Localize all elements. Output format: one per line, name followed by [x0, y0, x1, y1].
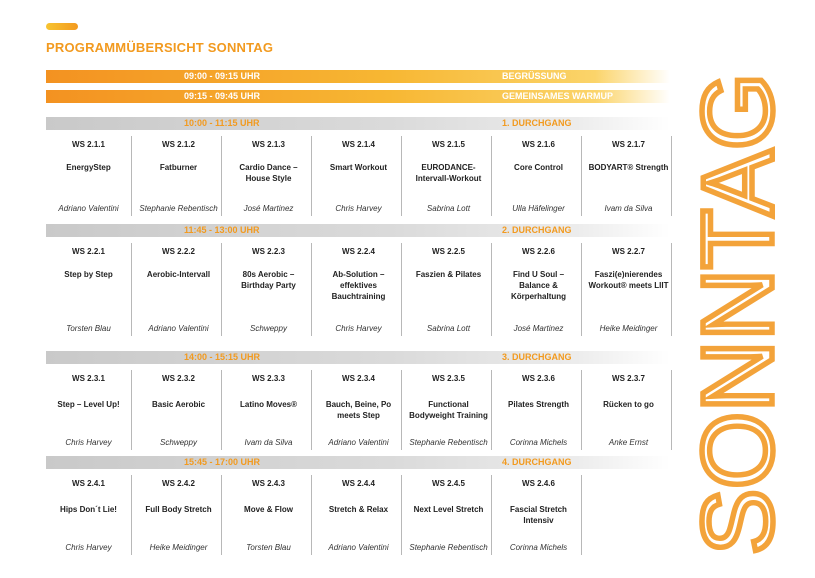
- workshop-name: Fatburner: [159, 163, 198, 172]
- workshop-card: [226, 475, 312, 555]
- band-time: 09:15 - 09:45 UHR: [184, 91, 261, 101]
- workshop-code: WS 2.2.1: [72, 247, 105, 256]
- workshop-trainer: José Martinez: [513, 324, 564, 333]
- workshop-card: [226, 243, 312, 336]
- workshop-card: [46, 370, 132, 450]
- workshop-name: EnergyStep: [66, 163, 111, 172]
- workshop-card: [496, 136, 582, 216]
- workshop-card: [316, 243, 402, 336]
- workshop-trainer: Stephanie Rebentisch: [409, 438, 488, 447]
- workshop-card: [316, 370, 402, 450]
- workshop-card: [406, 136, 492, 216]
- session-time: 14:00 - 15:15 UHR: [184, 352, 261, 362]
- workshop-card: [496, 243, 582, 336]
- workshop-trainer: Corinna Michels: [509, 438, 568, 447]
- workshop-trainer: Sabrina Lott: [426, 324, 471, 333]
- workshop-trainer: Heike Meidinger: [599, 324, 658, 333]
- workshop-name: Functional Bodyweight Training: [409, 400, 488, 420]
- workshop-trainer: Chris Harvey: [65, 543, 112, 552]
- workshop-card: [406, 475, 492, 555]
- workshop-card: [46, 136, 132, 216]
- workshop-card: [46, 243, 132, 336]
- workshop-name: Move & Flow: [244, 505, 293, 514]
- workshop-trainer: Corinna Michels: [509, 543, 568, 552]
- workshop-code: WS 2.3.1: [72, 374, 105, 383]
- workshop-code: WS 2.3.6: [522, 374, 555, 383]
- workshop-card: [226, 370, 312, 450]
- title-accent-bar: [46, 23, 78, 30]
- workshop-card: [46, 475, 132, 555]
- session-label: 1. DURCHGANG: [502, 118, 572, 128]
- session-time: 11:45 - 13:00 UHR: [184, 225, 260, 235]
- workshop-code: WS 2.3.7: [612, 374, 645, 383]
- workshop-code: WS 2.2.7: [612, 247, 645, 256]
- workshop-trainer: Adriano Valentini: [328, 438, 389, 447]
- workshop-card: [406, 243, 492, 336]
- workshop-card: [316, 475, 402, 555]
- workshop-code: WS 2.1.7: [612, 140, 645, 149]
- workshop-card: [496, 475, 582, 555]
- session-band: [46, 456, 670, 469]
- workshop-name: Smart Workout: [329, 163, 388, 172]
- workshop-code: WS 2.1.4: [342, 140, 375, 149]
- workshop-card: [136, 370, 222, 450]
- workshop-card: [316, 136, 402, 216]
- session-label: 2. DURCHGANG: [502, 225, 572, 235]
- workshop-code: WS 2.2.6: [522, 247, 555, 256]
- session-band: [46, 351, 670, 364]
- workshop-card: [586, 243, 672, 336]
- band-time: 09:00 - 09:15 UHR: [184, 71, 261, 81]
- workshop-trainer: Torsten Blau: [246, 543, 291, 552]
- workshop-code: WS 2.4.6: [522, 479, 555, 488]
- workshop-code: WS 2.4.4: [342, 479, 375, 488]
- workshop-name: Step – Level Up!: [57, 400, 120, 409]
- workshop-name: Pilates Strength: [508, 400, 569, 409]
- workshop-name: BODYART® Strength: [588, 163, 669, 172]
- workshop-trainer: Adriano Valentini: [328, 543, 389, 552]
- side-word-graphic: [682, 67, 794, 558]
- workshop-code: WS 2.4.2: [162, 479, 195, 488]
- workshop-card: [136, 243, 222, 336]
- workshop-name: Basic Aerobic: [151, 400, 206, 409]
- workshop-card: [226, 136, 312, 216]
- workshop-code: WS 2.4.3: [252, 479, 285, 488]
- intro-band-welcome: [46, 70, 670, 83]
- page-title: PROGRAMMÜBERSICHT SONNTAG: [46, 40, 274, 55]
- workshop-name: Ab-Solution – effektives Bauchtraining: [331, 270, 386, 301]
- workshop-name: 80s Aerobic – Birthday Party: [241, 270, 296, 290]
- workshop-card: [136, 136, 222, 216]
- workshop-name: Next Level Stretch: [413, 505, 484, 514]
- workshop-trainer: Chris Harvey: [335, 204, 382, 213]
- session-band: [46, 224, 670, 237]
- workshop-trainer: Adriano Valentini: [58, 204, 119, 213]
- workshop-trainer: Sabrina Lott: [426, 204, 471, 213]
- session-label: 3. DURCHGANG: [502, 352, 572, 362]
- workshop-name: Aerobic-Intervall: [146, 270, 211, 279]
- workshop-trainer: Schweppy: [250, 324, 287, 333]
- workshop-code: WS 2.2.3: [252, 247, 285, 256]
- workshop-name: Latino Moves®: [239, 400, 297, 409]
- workshop-card: [136, 475, 222, 555]
- workshop-name: Step by Step: [64, 270, 113, 279]
- workshop-code: WS 2.3.4: [342, 374, 375, 383]
- workshop-code: WS 2.2.5: [432, 247, 465, 256]
- band-label: GEMEINSAMES WARMUP: [502, 91, 614, 101]
- workshop-code: WS 2.1.5: [432, 140, 465, 149]
- workshop-code: WS 2.4.5: [432, 479, 465, 488]
- session-label: 4. DURCHGANG: [502, 457, 572, 467]
- session-time: 15:45 - 17:00 UHR: [184, 457, 261, 467]
- workshop-trainer: Ulla Häfelinger: [512, 204, 565, 213]
- side-word-text: SONNTAG: [682, 67, 794, 555]
- workshop-trainer: Schweppy: [160, 438, 197, 447]
- workshop-name: Cardio Dance – House Style: [239, 163, 298, 183]
- workshop-name: Fascial Stretch Intensiv: [510, 505, 567, 525]
- workshop-name: Rücken to go: [603, 400, 654, 409]
- workshop-code: WS 2.4.1: [72, 479, 105, 488]
- workshop-trainer: Chris Harvey: [335, 324, 382, 333]
- workshop-name: EURODANCE-Intervall-Workout: [415, 163, 482, 183]
- workshop-name: Faszi(e)nierendes Workout® meets LIIT: [588, 270, 669, 290]
- workshop-trainer: Stephanie Rebentisch: [139, 204, 218, 213]
- workshop-card: [586, 136, 672, 216]
- workshop-code: WS 2.1.3: [252, 140, 285, 149]
- workshop-name: Faszien & Pilates: [415, 270, 482, 279]
- workshop-trainer: Ivam da Silva: [604, 204, 653, 213]
- session-band: [46, 117, 670, 130]
- workshop-name: Find U Soul – Balance & Körperhaltung: [510, 270, 567, 301]
- workshop-name: Hips Don´t Lie!: [60, 505, 117, 514]
- intro-band-warmup: [46, 90, 670, 103]
- workshop-name: Bauch, Beine, Po meets Step: [325, 400, 392, 420]
- workshop-code: WS 2.2.4: [342, 247, 375, 256]
- workshop-trainer: Chris Harvey: [65, 438, 112, 447]
- workshop-code: WS 2.3.3: [252, 374, 285, 383]
- workshop-trainer: Anke Ernst: [608, 438, 649, 447]
- session-time: 10:00 - 11:15 UHR: [184, 118, 260, 128]
- workshop-code: WS 2.1.6: [522, 140, 555, 149]
- workshop-card: [586, 370, 672, 450]
- workshop-trainer: Ivam da Silva: [244, 438, 293, 447]
- workshop-trainer: Torsten Blau: [66, 324, 111, 333]
- workshop-name: Core Control: [514, 163, 563, 172]
- workshop-card: [406, 370, 492, 450]
- workshop-trainer: Adriano Valentini: [148, 324, 209, 333]
- workshop-card: [496, 370, 582, 450]
- band-label: BEGRÜSSUNG: [502, 71, 567, 81]
- workshop-code: WS 2.3.5: [432, 374, 465, 383]
- workshop-code: WS 2.1.2: [162, 140, 195, 149]
- workshop-trainer: Heike Meidinger: [149, 543, 208, 552]
- workshop-name: Stretch & Relax: [328, 505, 389, 514]
- workshop-code: WS 2.1.1: [72, 140, 105, 149]
- workshop-trainer: Stephanie Rebentisch: [409, 543, 488, 552]
- workshop-code: WS 2.2.2: [162, 247, 195, 256]
- workshop-trainer: José Martinez: [243, 204, 294, 213]
- workshop-name: Full Body Stretch: [145, 505, 212, 514]
- workshop-code: WS 2.3.2: [162, 374, 195, 383]
